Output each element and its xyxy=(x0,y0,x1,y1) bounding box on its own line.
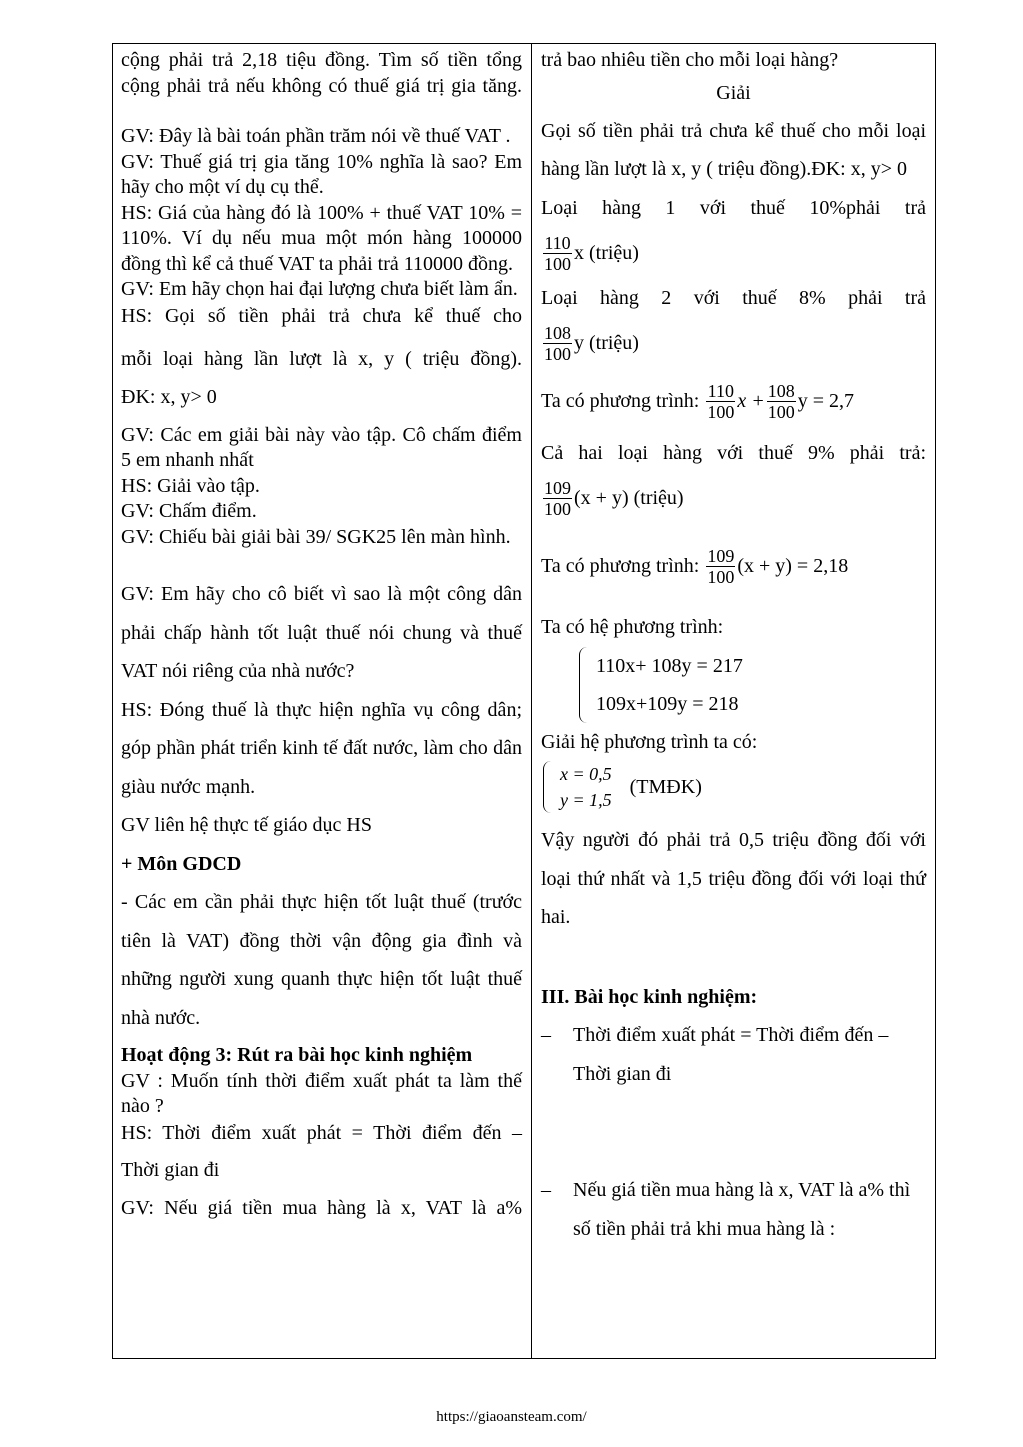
lessons-heading: III. Bài học kinh nghiệm: xyxy=(541,985,758,1008)
dash-icon: – xyxy=(541,1179,551,1201)
hs-line: HS: Gọi số tiền phải trả chưa kể thuế cho xyxy=(121,304,522,327)
solution-line: x = 0,5 xyxy=(560,764,612,784)
equation-label: Ta có phương trình: xyxy=(541,390,700,412)
lesson-item xyxy=(541,1171,926,1248)
gv-line: GV: Thuế giá trị gia tăng 10% nghĩa là sao? Em hãy cho một ví dụ cụ thể. xyxy=(121,150,522,198)
content-column xyxy=(541,48,926,1248)
question-end: trả bao nhiêu tiền cho mỗi loại hàng? xyxy=(541,49,839,71)
equation-label: Ta có phương trình: xyxy=(541,554,700,577)
gv-line: GV: Các em giải bài này vào tập. Cô chấm điểm 5 em nhanh nhất xyxy=(121,423,522,471)
hs-line: HS: Thời điểm xuất phát = Thời điểm đến – xyxy=(121,1121,522,1144)
item-1-amount xyxy=(541,227,926,279)
fraction: $\frac{108}{100}$ xyxy=(544,323,571,364)
gv-line: GV: Đây là bài toán phần trăm nói về thuế VAT . xyxy=(121,125,511,147)
system-line: 110x+ 108y = 217 xyxy=(596,654,743,677)
hs-line: ĐK: x, y> 0 xyxy=(121,386,217,408)
fraction: $\frac{110}{100}$ xyxy=(544,232,571,274)
footer-url: https://giaoansteam.com/ xyxy=(436,1409,587,1425)
hs-line: HS: Giải vào tập. xyxy=(121,474,260,497)
system-label: Ta có hệ phương trình: xyxy=(541,616,724,638)
activity-heading: Hoạt động 3: Rút ra bài học kinh nghiệm xyxy=(121,1044,473,1066)
fraction: $\frac{109}{100}$ xyxy=(544,477,571,519)
conclusion: Vậy người đó phải trả 0,5 triệu đồng đối với loại thứ nhất và 1,5 triệu đồng đối với loại thứ hai. xyxy=(541,829,926,928)
solution-line: y = 1,5 xyxy=(560,790,612,810)
item-2-text: Loại hàng 2 với thuế 8% phải trả xyxy=(541,287,926,309)
solution-system xyxy=(543,761,612,813)
solution-text: Gọi số tiền phải trả chưa kể thuế cho mỗi loại hàng lần lượt là x, y ( triệu đồng).ĐK: x, y> 0 xyxy=(541,119,926,180)
gv-line: GV: Chấm điểm. xyxy=(121,500,257,522)
amount-text: (x + y) (triệu) xyxy=(574,486,684,509)
brace-icon xyxy=(543,761,554,813)
system-line: 109x+109y = 218 xyxy=(596,692,739,715)
amount-text: y (triệu) xyxy=(574,332,639,354)
dash-icon: – xyxy=(541,1024,551,1046)
gv-line: GV liên hệ thực tế giáo dục HS xyxy=(121,814,372,836)
hs-line: HS: Giá của hàng đó là 100% + thuế VAT 10% = 110%. Ví dụ nếu mua một món hàng 100000 đồng thì kể cả thuế VAT ta phải trả 110000 đồng. xyxy=(121,201,522,275)
subject-heading: + Môn GDCD xyxy=(121,852,242,875)
amount-text: x (triệu) xyxy=(574,241,639,264)
item-1-text: Loại hàng 1 với thuế 10%phải trả xyxy=(541,196,926,219)
fraction: $\frac{108}{100}$ xyxy=(767,381,795,422)
hs-line: mỗi loại hàng lần lượt là x, y ( triệu đồng). xyxy=(121,347,522,370)
gv-line: GV: Chiếu bài giải bài 39/ SGK25 lên màn hình. xyxy=(121,525,511,548)
combined-amount xyxy=(541,472,926,524)
hs-line: HS: Đóng thuế là thực hiện nghĩa vụ công dân; góp phần phát triển kinh tế đất nước, làm cho dân giàu nước mạnh. xyxy=(121,698,522,798)
equation-system xyxy=(579,647,926,723)
gv-line: GV: Em hãy cho cô biết vì sao là một công dân phải chấp hành tốt luật thuế nói chung và thuế VAT nói riêng của nhà nước? xyxy=(121,583,522,682)
condition-check: (TMĐK) xyxy=(629,775,702,798)
gv-line: GV : Muốn tính thời điểm xuất phát ta làm thế nào ? xyxy=(121,1069,522,1117)
teacher-student-activity-column xyxy=(121,48,522,1228)
fraction: $\frac{110}{100}$ xyxy=(707,381,735,422)
lesson-text: Nếu giá tiền mua hàng là x, VAT là a% thì số tiền phải trả khi mua hàng là : xyxy=(573,1179,911,1240)
solve-label: Giải hệ phương trình ta có: xyxy=(541,730,758,753)
equation-1 xyxy=(541,370,926,434)
item-2-amount xyxy=(541,318,926,370)
equation-part: y = 2,7 xyxy=(797,390,854,412)
gdcd-text: - Các em cần phải thực hiện tốt luật thuế (trước tiên là VAT) đồng thời vận động gia đình và những người xung quanh thực hiện tốt luật thuế nhà nước. xyxy=(121,891,522,1029)
solution-system-row xyxy=(541,761,926,813)
hs-line: Thời gian đi xyxy=(121,1158,220,1181)
problem-text: cộng phải trả 2,18 tiệu đồng. Tìm số tiền tổng cộng phải trả nếu không có thuế giá trị gia tăng. xyxy=(121,49,522,97)
solution-heading: Giải xyxy=(716,81,751,104)
gv-line: GV: Nếu giá tiền mua hàng là x, VAT là a% xyxy=(121,1197,522,1219)
gv-line: GV: Em hãy chọn hai đại lượng chưa biết làm ẩn. xyxy=(121,278,518,300)
lesson-text: Thời điểm xuất phát = Thời điểm đến – Thời gian đi xyxy=(573,1024,889,1085)
combined-text: Cả hai loại hàng với thuế 9% phải trả: xyxy=(541,441,926,464)
fraction: $\frac{109}{100}$ xyxy=(707,545,735,587)
equation-part: x + xyxy=(737,390,765,412)
column-divider xyxy=(531,43,532,1359)
lesson-item xyxy=(541,1016,926,1093)
brace-icon xyxy=(579,647,590,723)
equation-part: (x + y) = 2,18 xyxy=(737,554,849,577)
equation-2 xyxy=(541,524,926,608)
